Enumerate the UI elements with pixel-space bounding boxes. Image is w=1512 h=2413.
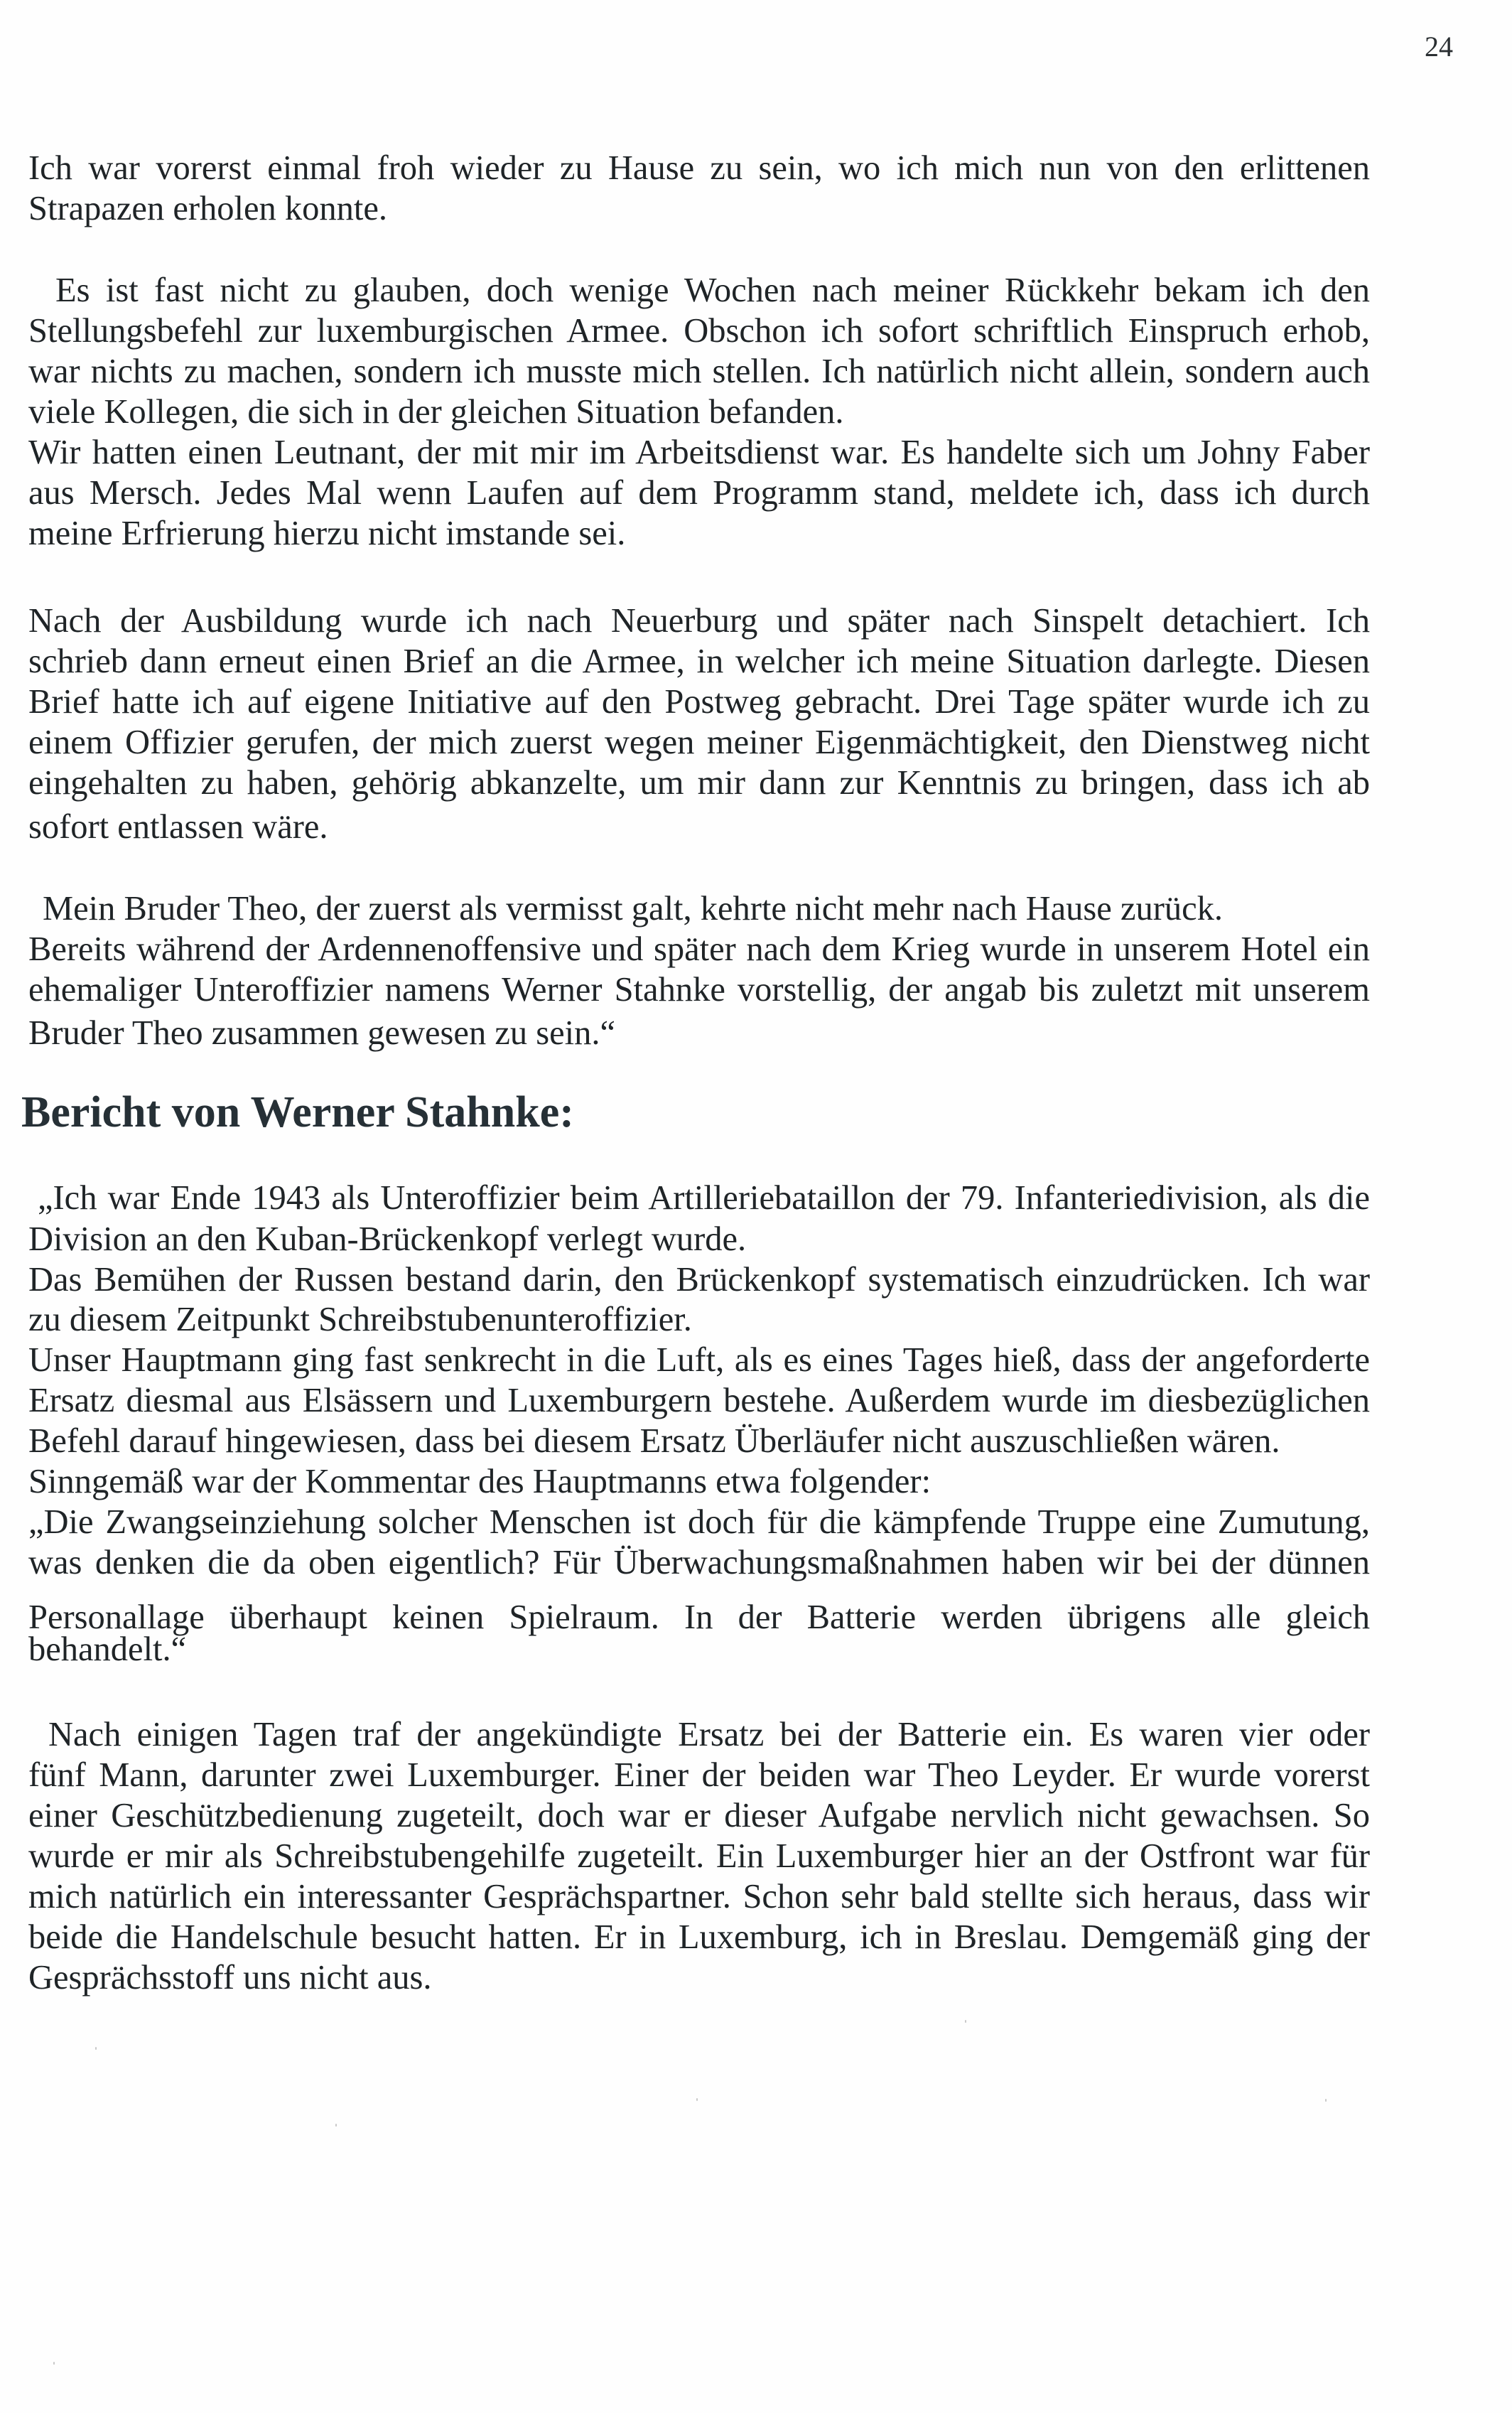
text-line: Brief hatte ich auf eigene Initiative auf den Postweg gebracht. Drei Tage später wurde ich zu — [28, 683, 1370, 721]
text-line: „Die Zwangseinziehung solcher Menschen ist doch für die kämpfende Truppe eine Zumutung, — [28, 1503, 1370, 1541]
scan-speck — [1325, 2099, 1327, 2102]
text-line: Ich war vorerst einmal froh wieder zu Hause zu sein, wo ich mich nun von den erlittenen — [28, 149, 1370, 187]
text-line: Bereits während der Ardennenoffensive und später nach dem Krieg wurde in unserem Hotel ein — [28, 930, 1370, 968]
text-line: Bruder Theo zusammen gewesen zu sein.“ — [28, 1014, 616, 1052]
text-line: Unser Hauptmann ging fast senkrecht in die Luft, als es eines Tages hieß, dass der angeforderte — [28, 1341, 1370, 1379]
text-line: Ersatz diesmal aus Elsässern und Luxemburgern bestehe. Außerdem wurde im diesbezüglichen — [28, 1382, 1370, 1419]
text-line: Strapazen erholen konnte. — [28, 190, 388, 227]
scan-speck — [696, 2098, 698, 2101]
text-line: Sinngemäß war der Kommentar des Hauptmanns etwa folgender: — [28, 1463, 932, 1500]
text-line: eingehalten zu haben, gehörig abkanzelte, um mir dann zur Kenntnis zu bringen, dass ich ab — [28, 764, 1370, 802]
scan-speck — [53, 2362, 55, 2365]
text-line: fünf Mann, darunter zwei Luxemburger. Einer der beiden war Theo Leyder. Er wurde vorerst — [28, 1756, 1370, 1794]
text-line: schrieb dann erneut einen Brief an die Armee, in welcher ich meine Situation darlegte. Diesen — [28, 643, 1370, 680]
text-line: Das Bemühen der Russen bestand darin, den Brückenkopf systematisch einzudrücken. Ich war — [28, 1261, 1370, 1299]
text-line: sofort entlassen wäre. — [28, 808, 328, 846]
text-line: „Ich war Ende 1943 als Unteroffizier beim Artilleriebataillon der 79. Infanteriedivision, als die — [38, 1179, 1370, 1217]
page-number: 24 — [1425, 31, 1453, 63]
scan-speck — [95, 2047, 97, 2050]
text-line: einer Geschützbedienung zugeteilt, doch war er dieser Aufgabe nervlich nicht gewachsen. So — [28, 1797, 1370, 1834]
text-line: beide die Handelschule besucht hatten. Er in Luxemburg, ich in Breslau. Demgemäß ging der — [28, 1918, 1370, 1956]
text-line: Division an den Kuban-Brückenkopf verlegt wurde. — [28, 1220, 747, 1258]
text-line: aus Mersch. Jedes Mal wenn Laufen auf dem Programm stand, meldete ich, dass ich durch — [28, 474, 1370, 512]
text-line: Personallage überhaupt keinen Spielraum. In der Batterie werden übrigens alle gleich — [28, 1598, 1370, 1636]
text-line: was denken die da oben eigentlich? Für Überwachungsmaßnahmen haben wir bei der dünnen — [28, 1544, 1370, 1581]
text-line: Nach einigen Tagen traf der angekündigte Ersatz bei der Batterie ein. Es waren vier oder — [48, 1716, 1370, 1753]
text-line: viele Kollegen, die sich in der gleichen Situation befanden. — [28, 393, 844, 431]
text-line: Stellungsbefehl zur luxemburgischen Armee. Obschon ich sofort schriftlich Einspruch erhob, — [28, 312, 1370, 350]
section-heading: Bericht von Werner Stahnke: — [21, 1088, 574, 1136]
text-line: wurde er mir als Schreibstubengehilfe zugeteilt. Ein Luxemburger hier an der Ostfront war für — [28, 1837, 1370, 1875]
text-line: einem Offizier gerufen, der mich zuerst wegen meiner Eigenmächtigkeit, den Dienstweg nicht — [28, 724, 1370, 761]
text-line: Wir hatten einen Leutnant, der mit mir im Arbeitsdienst war. Es handelte sich um Johny Faber — [28, 434, 1370, 471]
text-line: Gesprächsstoff uns nicht aus. — [28, 1959, 432, 1996]
text-line: Mein Bruder Theo, der zuerst als vermisst galt, kehrte nicht mehr nach Hause zurück. — [43, 890, 1224, 928]
text-line: mich natürlich ein interessanter Gesprächspartner. Schon sehr bald stellte sich heraus, dass wir — [28, 1878, 1370, 1915]
text-line: behandelt.“ — [28, 1630, 187, 1668]
scan-speck — [965, 2020, 966, 2023]
scan-speck — [335, 2124, 337, 2127]
text-line: meine Erfrierung hierzu nicht imstande sei. — [28, 515, 626, 552]
text-line: ehemaliger Unteroffizier namens Werner Stahnke vorstellig, der angab bis zuletzt mit unserem — [28, 971, 1370, 1009]
text-line: Es ist fast nicht zu glauben, doch wenige Wochen nach meiner Rückkehr bekam ich den — [55, 272, 1370, 309]
text-line: Nach der Ausbildung wurde ich nach Neuerburg und später nach Sinspelt detachiert. Ich — [28, 602, 1370, 640]
text-line: zu diesem Zeitpunkt Schreibstubenunteroffizier. — [28, 1301, 692, 1338]
text-line: Befehl darauf hingewiesen, dass bei diesem Ersatz Überläufer nicht auszuschließen wären. — [28, 1422, 1280, 1460]
text-line: war nichts zu machen, sondern ich musste mich stellen. Ich natürlich nicht allein, sondern auch — [28, 353, 1370, 390]
